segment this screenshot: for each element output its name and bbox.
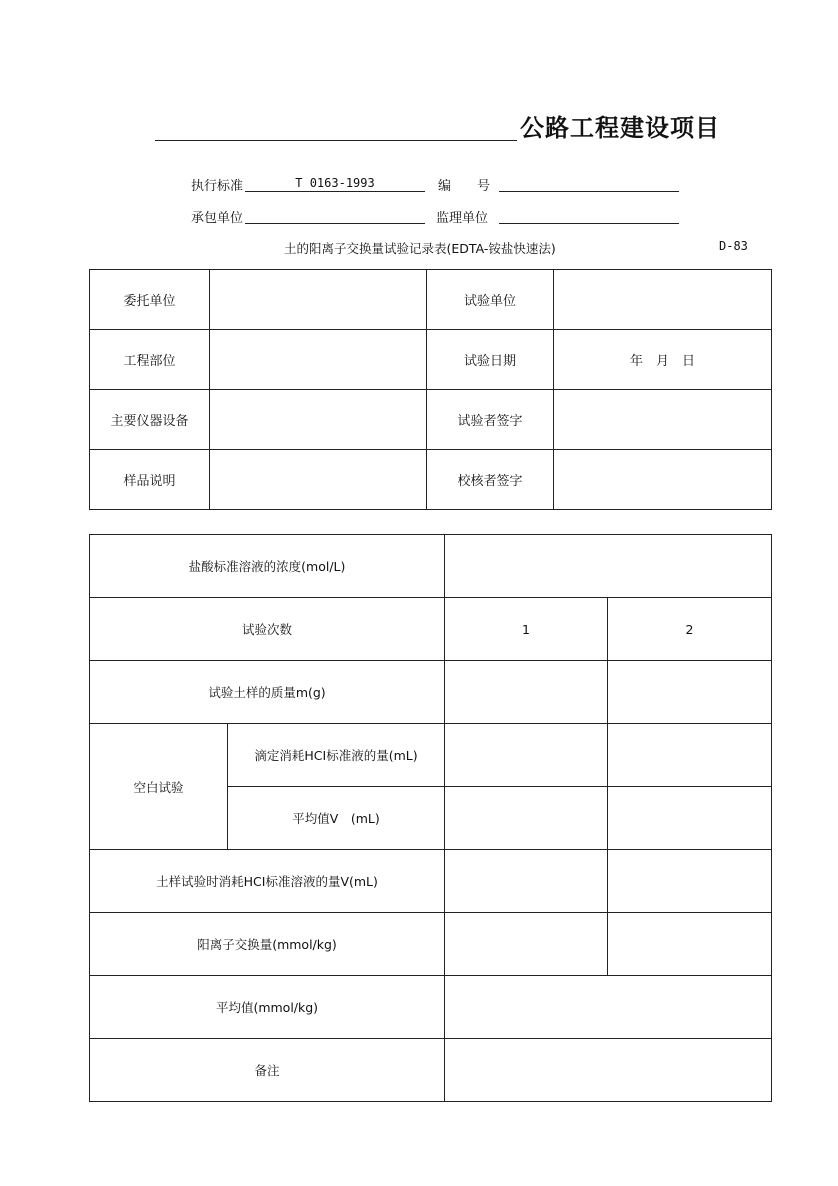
- tester-sign-label: 试验者签字: [427, 390, 554, 450]
- soil-hcl-1-field[interactable]: [445, 850, 608, 913]
- project-part-field[interactable]: [210, 330, 427, 390]
- trial-1-header: 1: [445, 598, 608, 661]
- exec-standard-field[interactable]: T 0163-1993: [245, 175, 425, 192]
- test-unit-field[interactable]: [554, 270, 772, 330]
- equipment-label: 主要仪器设备: [90, 390, 210, 450]
- sample-desc-field[interactable]: [210, 450, 427, 510]
- sample-desc-label: 样品说明: [90, 450, 210, 510]
- equipment-field[interactable]: [210, 390, 427, 450]
- table-row: [90, 850, 772, 913]
- project-name-line[interactable]: [155, 140, 517, 141]
- test-unit-label: 试验单位: [427, 270, 554, 330]
- soil-mass-1-field[interactable]: [445, 661, 608, 724]
- client-field[interactable]: [210, 270, 427, 330]
- table-row: [90, 976, 772, 1039]
- test-date-label: 试验日期: [427, 330, 554, 390]
- blank-test-label: 空白试验: [90, 724, 228, 850]
- tester-sign-field[interactable]: [554, 390, 772, 450]
- soil-mass-label: 试验土样的质量m(g): [90, 661, 445, 724]
- project-part-label: 工程部位: [90, 330, 210, 390]
- contractor-label: 承包单位: [191, 211, 244, 226]
- cec-1-field[interactable]: [445, 913, 608, 976]
- data-table: [89, 534, 772, 1102]
- table-row: [90, 535, 772, 598]
- number-label: 编 号: [438, 179, 491, 194]
- avg-cec-field[interactable]: [445, 976, 772, 1039]
- table-row: [90, 270, 772, 330]
- table-row: [90, 1039, 772, 1102]
- hcl-conc-label: 盐酸标准溶液的浓度(mol/L): [90, 535, 445, 598]
- page-title: 公路工程建设项目: [520, 114, 720, 142]
- titration-2-field[interactable]: [608, 724, 772, 787]
- form-title: 土的阳离子交换量试验记录表(EDTA-铵盐快速法): [284, 241, 556, 256]
- trial-2-header: 2: [608, 598, 772, 661]
- checker-sign-label: 校核者签字: [427, 450, 554, 510]
- soil-hcl-label: 土样试验时消耗HCI标准溶液的量V(mL): [90, 850, 445, 913]
- table-row: [90, 661, 772, 724]
- trial-count-label: 试验次数: [90, 598, 445, 661]
- table-row: [90, 330, 772, 390]
- cec-label: 阳离子交换量(mmol/kg): [90, 913, 445, 976]
- avg-v-label: 平均值V (mL): [228, 787, 445, 850]
- client-label: 委托单位: [90, 270, 210, 330]
- soil-mass-2-field[interactable]: [608, 661, 772, 724]
- table-row: [90, 724, 772, 787]
- avg-v-1-field[interactable]: [445, 787, 608, 850]
- checker-sign-field[interactable]: [554, 450, 772, 510]
- cec-2-field[interactable]: [608, 913, 772, 976]
- test-date-field[interactable]: 年 月 日: [554, 330, 772, 390]
- titration-1-field[interactable]: [445, 724, 608, 787]
- hcl-conc-field[interactable]: [445, 535, 772, 598]
- soil-hcl-2-field[interactable]: [608, 850, 772, 913]
- form-code: D-83: [719, 239, 748, 253]
- exec-standard-label: 执行标准: [191, 179, 244, 194]
- titration-label: 滴定消耗HCI标准液的量(mL): [228, 724, 445, 787]
- table-row: [90, 390, 772, 450]
- number-field[interactable]: [499, 175, 679, 192]
- info-table: [89, 269, 772, 510]
- remarks-label: 备注: [90, 1039, 445, 1102]
- contractor-field[interactable]: [245, 207, 425, 224]
- table-row: [90, 598, 772, 661]
- table-row: [90, 913, 772, 976]
- supervisor-label: 监理单位: [436, 211, 489, 226]
- table-row: [90, 450, 772, 510]
- avg-v-2-field[interactable]: [608, 787, 772, 850]
- supervisor-field[interactable]: [499, 207, 679, 224]
- avg-cec-label: 平均值(mmol/kg): [90, 976, 445, 1039]
- remarks-field[interactable]: [445, 1039, 772, 1102]
